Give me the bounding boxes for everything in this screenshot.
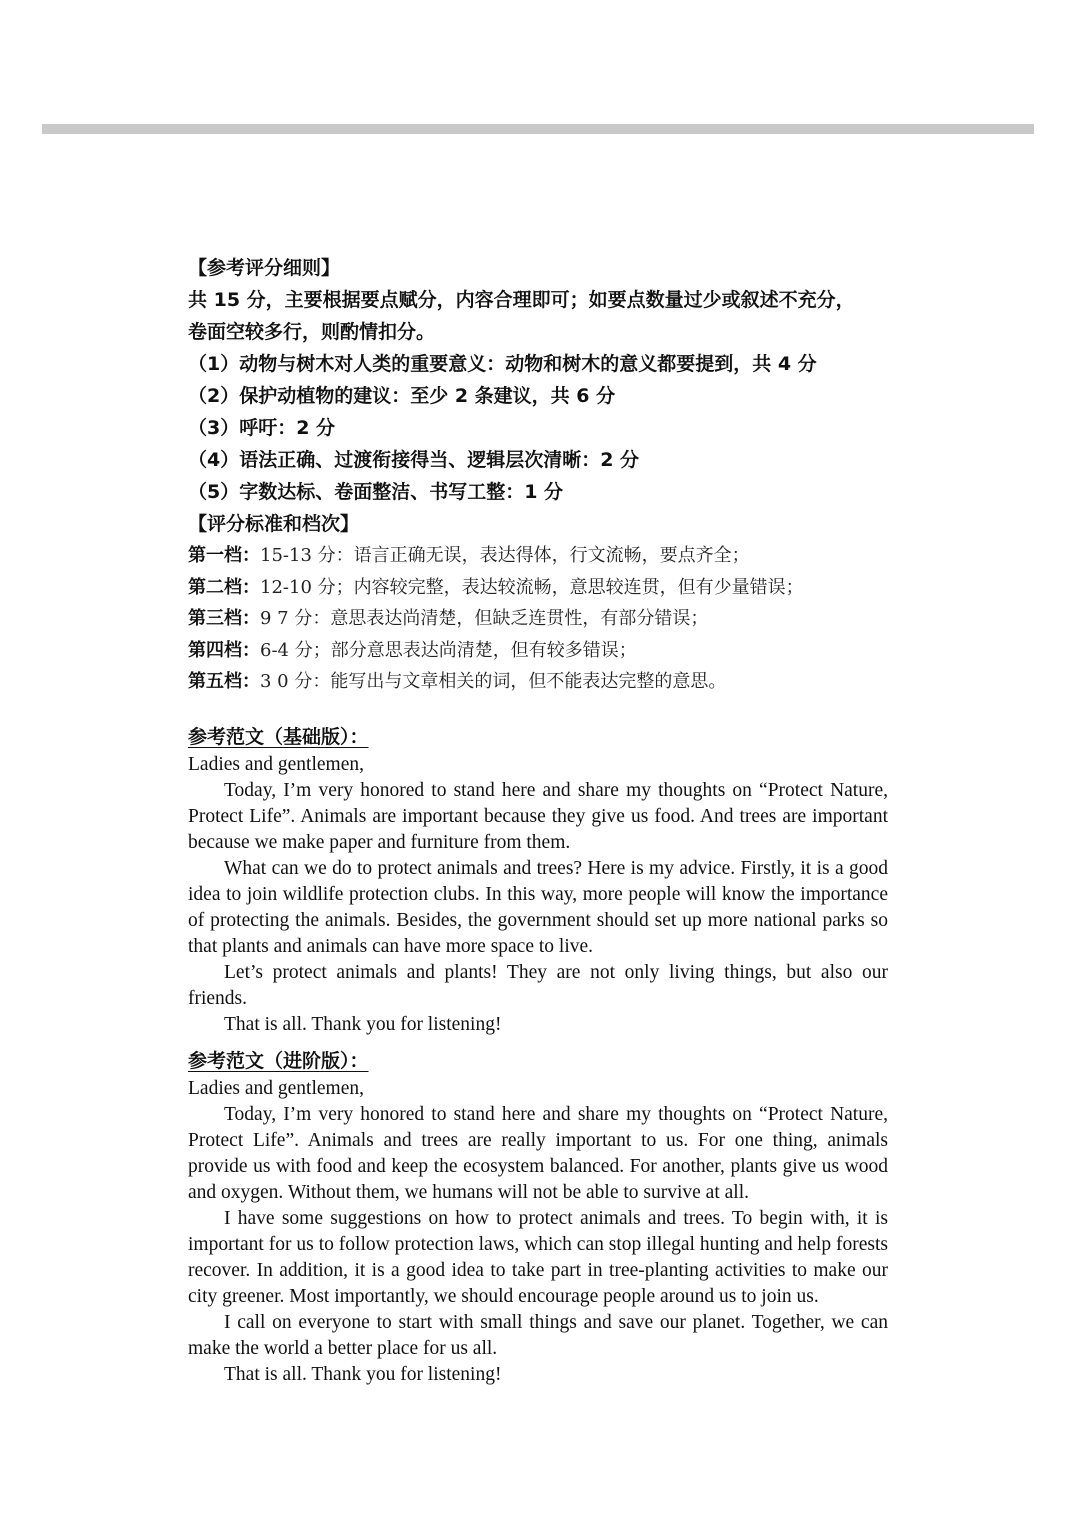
scoring-item-5: （5）字数达标、卷面整洁、书写工整：1 分 xyxy=(188,481,564,503)
scoring-item-3: （3）呼吁：2 分 xyxy=(188,417,336,439)
sample-advanced-paragraph-1: Today, I’m very honored to stand here and share my thoughts on “Protect Nature, Protect Life”. Animals and trees are really important to us. For one thing, animals provide us with food and keep the ecosystem balanced. For another, plants give us wood and oxygen. Without them, we humans will not be able to survive at all. xyxy=(188,1103,888,1203)
scoring-intro-line-1: 共 15 分，主要根据要点赋分，内容合理即可；如要点数量过少或叙述不充分， xyxy=(188,289,855,311)
sample-basic-essay xyxy=(188,752,888,1038)
sample-basic-title: 参考范文（基础版）： xyxy=(188,725,369,748)
sample-advanced-paragraph-4: That is all. Thank you for listening! xyxy=(224,1363,502,1385)
scoring-item-4: （4）语法正确、过渡衔接得当、逻辑层次清晰：2 分 xyxy=(188,449,640,471)
scoring-item-1: （1）动物与树木对人类的重要意义：动物和树木的意义都要提到，共 4 分 xyxy=(188,353,817,375)
sample-basic-salutation: Ladies and gentlemen, xyxy=(188,753,364,775)
tier-4 xyxy=(188,635,888,667)
document-body xyxy=(188,252,888,1388)
sample-advanced-paragraph-2: I have some suggestions on how to protect animals and trees. To begin with, it is important for us to follow protection laws, which can stop illegal hunting and help forests recover. In addition, it is a good idea to take part in tree-planting activities to make our city greener. Most importantly, we should encourage people around us to join us. xyxy=(188,1207,888,1307)
sample-basic-paragraph-2: What can we do to protect animals and trees? Here is my advice. Firstly, it is a good idea to join wildlife protection clubs. In this way, more people will know the importance of protecting the animals. Besides, the government should set up more national parks so that plants and animals can have more space to live. xyxy=(188,857,888,957)
sample-advanced-title: 参考范文（进阶版）： xyxy=(188,1049,369,1072)
sample-basic-paragraph-1: Today, I’m very honored to stand here and share my thoughts on “Protect Nature, Protect Life”. Animals are important because they give us food. And trees are important because we make paper and furniture from them. xyxy=(188,779,888,853)
tier-5 xyxy=(188,666,888,698)
tier-5-label: 第五档： xyxy=(188,671,260,692)
sample-basic-paragraph-4: That is all. Thank you for listening! xyxy=(224,1013,502,1035)
tier-2-label: 第二档： xyxy=(188,576,260,598)
tier-4-text: 6-4 分；部分意思表达尚清楚，但有较多错误； xyxy=(260,639,637,661)
scoring-title: 【参考评分细则】 xyxy=(188,257,341,279)
sample-advanced-paragraph-3: I call on everyone to start with small things and save our planet. Together, we can make the world a better place for us all. xyxy=(188,1311,888,1359)
tier-2 xyxy=(188,572,888,604)
top-divider-bar xyxy=(42,124,1034,134)
sample-advanced-essay xyxy=(188,1076,888,1388)
tier-1-label: 第一档： xyxy=(188,545,260,566)
tier-1 xyxy=(188,540,888,572)
tier-2-text: 12-10 分；内容较完整，表达较流畅，意思较连贯，但有少量错误； xyxy=(260,576,804,598)
tier-1-text: 15-13 分：语言正确无误，表达得体，行文流畅，要点齐全； xyxy=(260,545,750,566)
scoring-intro-line-2: 卷面空较多行，则酌情扣分。 xyxy=(188,321,436,343)
sample-advanced-salutation: Ladies and gentlemen, xyxy=(188,1077,364,1099)
tier-3 xyxy=(188,603,888,635)
scoring-item-2: （2）保护动植物的建议：至少 2 条建议，共 6 分 xyxy=(188,385,616,407)
tier-4-label: 第四档： xyxy=(188,639,260,661)
standards-title: 【评分标准和档次】 xyxy=(188,513,360,535)
sample-basic-paragraph-3: Let’s protect animals and plants! They are not only living things, but also our friends. xyxy=(188,961,888,1009)
tier-5-text: 3 0 分：能写出与文章相关的词，但不能表达完整的意思。 xyxy=(260,671,727,692)
tier-3-label: 第三档： xyxy=(188,608,260,629)
tier-3-text: 9 7 分：意思表达尚清楚，但缺乏连贯性，有部分错误； xyxy=(260,608,709,629)
